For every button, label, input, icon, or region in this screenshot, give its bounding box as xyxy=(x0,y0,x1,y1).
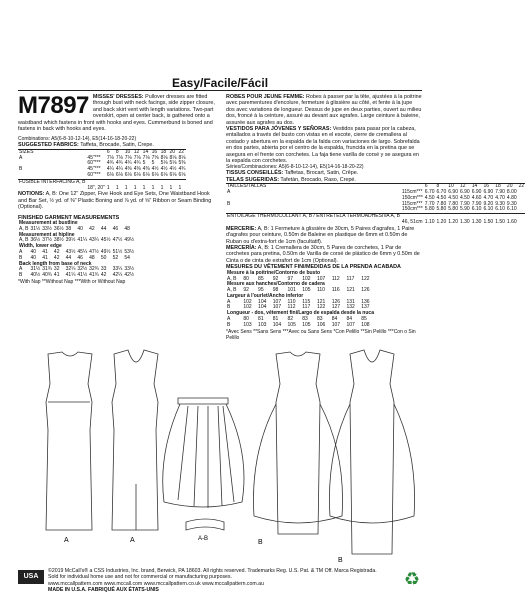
yardage-row: 60"*** 4¾ 4¾ 4¾ 4¾ 5 5 5⅛ 5⅛ 5⅜ xyxy=(87,160,186,167)
measurement-row: Mesure aux hanches/Contorno de cadera xyxy=(227,281,325,288)
measurement-row: A, B 31½ 33½ 36½ 38 40 42 44 46 48 xyxy=(19,225,130,232)
french-yardage-table xyxy=(226,183,525,226)
size-header-row: TAILLES/TALLAS 6 8 10 12 14 16 18 20 22 xyxy=(227,183,525,190)
interfacing-row: 18", 20" 1 1 1 1 1 1 1 1 1 xyxy=(87,184,182,191)
measurement-row: Back length from base of neck xyxy=(19,260,92,267)
french-spanish-column xyxy=(226,94,525,341)
measurement-row: Width, lower edge xyxy=(19,243,62,250)
interfacing-row: 46, 51cm 1.10 1.20 1.20 1.30 1.30 1.50 1.50 1.60 xyxy=(401,219,517,226)
measurement-row: A 80 81 81 82 83 83 84 84 85 xyxy=(227,316,367,323)
tissus-label: TISSUS CONSEILLÉS: xyxy=(226,170,284,177)
measurement-row: A, B 36½ 37½ 38½ 39½ 41¼ 43¼ 45½ 47½ 49½ xyxy=(19,237,135,244)
notions xyxy=(18,191,218,210)
tissus-text: Taffetas, Brocart, Satin, Crêpe. xyxy=(284,170,359,177)
measurement-row: Measurement at hipline xyxy=(19,231,75,238)
yardage-row: 150cm*** 5.80 5.80 5.80 5.90 6.10 6.10 6.10 6.10 xyxy=(401,206,517,213)
copyright-line: ©2019 McCall's® a CSS Industries, Inc. brand, Berwick, PA 18603. All rights reserved. Trademarks Reg. U.S. Pat. & TM Off. Marca Registrada. Sold for individual home use and not for commercial or manufacturing purposes. xyxy=(48,568,377,581)
pattern-number: M7897 xyxy=(18,92,89,119)
french-description xyxy=(226,94,422,126)
label-a-back: A xyxy=(130,537,135,544)
recycle-icon: ♻ xyxy=(403,569,420,589)
garment-illustrations xyxy=(18,344,422,568)
measurement-row: Mesure à la poitrine/Contorno de busto xyxy=(227,269,321,276)
french-measurements-table xyxy=(226,271,375,329)
measurement-row: B 103 103 104 105 105 106 107 107 108 xyxy=(227,321,370,328)
english-title: MISSES' DRESSES: xyxy=(92,94,144,100)
made-in-usa: MADE IN U.S.A. FABRIQUÉ AUX ÉTATS-UNIS xyxy=(48,587,159,594)
yardage-row: 60"*** 6⅛ 6⅛ 6⅛ 6⅛ 6⅛ 6⅛ 6⅛ 6⅛ 6⅛ xyxy=(87,172,186,179)
notions-label: NOTIONS: xyxy=(18,191,45,198)
label-b-front: B xyxy=(258,539,263,546)
measurement-row: B 102 104 107 112 117 122 127 132 137 xyxy=(227,304,370,311)
suggested-fabrics xyxy=(18,142,218,148)
yardage-row: 150cm*** 4.50 4.50 4.50 4.50 4.60 4.70 4.70 4.80 xyxy=(401,194,517,201)
yardage-row: B 115cm*** 7.70 7.80 7.80 7.90 7.90 9.20 9.30 9.30 xyxy=(227,200,517,207)
measurement-row: A, B 92 95 98 101 105 110 116 121 126 xyxy=(227,287,370,294)
size-header-row: SIZES 6 8 10 12 14 16 18 20 22 xyxy=(18,149,186,155)
fabrics-text: Taffeta, Brocade, Satin, Crepe. xyxy=(80,142,154,149)
dress-b-front-sketch xyxy=(276,352,320,534)
dress-a-front-sketch xyxy=(46,352,92,530)
combinations: Combinations: A5(6-8-10-12-14), E5(14-16-18-20-22) xyxy=(18,136,137,143)
english-desc-text: Pullover dresses are fitted through bust with neck facings, side zipper closure, and back skirt vent with length variations. Two-part overskirt, open at center back, is gathered onto a waistband which fastens in front with hooks and eyes. Cummerbund is boned and fastens in back with hooks and eyes. xyxy=(18,94,215,133)
merceria-text: A, B: 1 Cremallera de 30cm, 5 Pares de corchetes, 1 Par de corchetes para pretina, 0.50m de Varilla de corsé de plástico de 6mm y 0.50m de Cinta o de cinta de extrafort de 1cm (Optional). xyxy=(226,245,420,264)
yardage-row: A 45"*** 7⅛ 7⅛ 7⅛ 7⅛ 7⅛ 7⅝ 8⅛ 8⅛ 8⅛ xyxy=(19,154,186,161)
label-b-back: B xyxy=(338,557,343,564)
telas-text: Tafetán, Brocado, Raso, Crepé. xyxy=(280,176,356,183)
measurement-row: B 40½ 40¾ 41 41¼ 41½ 41¾ 42 42¼ 42½ xyxy=(19,272,135,279)
measurement-row: B 40 41 42 44 46 48 50 52 54 xyxy=(19,254,130,261)
measurement-row: Longueur - dos, vêtement fini/Largo de espalda desde la nuca xyxy=(227,310,374,317)
series: Séries/Combinaciones: A5(6-8-10-12-14), E5(14-16-18-20-22) xyxy=(226,164,364,171)
dress-a-back-sketch xyxy=(112,350,158,530)
measurement-row: A 31½ 31¾ 32 32¼ 32½ 32¾ 33 33¼ 33½ xyxy=(19,266,135,273)
english-column xyxy=(18,94,218,285)
usa-badge: USA xyxy=(18,570,44,584)
measurement-row: Largeur à l'ourlet/Ancho inferior xyxy=(227,292,304,299)
notions-text: A, B: One 12" Zipper, Five Hook and Eye Sets, One Waistband Hook and Bar Set, ½ yd. of ⅜" Plastic Boning and ⅞ yd. of ⅝" Ribbon or Seam Binding (Optional). xyxy=(18,191,212,211)
label-cummerbund: A-B xyxy=(198,536,209,542)
label-a-front: A xyxy=(64,537,69,544)
yardage-row: A 115cm*** 6.70 6.70 6.90 6.90 6.90 6.90 7.90 8.00 xyxy=(227,189,517,196)
fgm-heading: FINISHED GARMENT MEASUREMENTS xyxy=(18,214,120,221)
merceria-label: MERCERÍA: xyxy=(226,245,257,252)
french-desc-text: Robes à passer par la tête, ajustées à la poitrine avec parementures d'encolure, fermeture à glissière au côté, et fente à la jupe dos avec variations de longueur. Dessus de jupe en deux parties, ouvert au milieu dos, froncé à la ceinture, assuré au devant aux agrafes. Large ceinture à baleine, assurée aux agrafes au dos. xyxy=(226,94,422,126)
yardage-row: B 45"*** 4¼ 4¼ 4⅜ 4⅜ 4⅜ 4½ 4½ 4½ 4¾ xyxy=(19,166,186,173)
difficulty-label: Easy/Facile/Fácil xyxy=(171,76,269,90)
measurement-row: A 102 104 107 110 115 121 126 131 136 xyxy=(227,298,370,305)
interfacing-header-row: FUSIBLE INTERFACING A, B xyxy=(18,179,186,185)
measurement-row: Measurement at bustline xyxy=(19,220,78,227)
mesures-heading: MESURES DU VÊTEMENT FINI/MEDIDAS DE LA PRENDA ACABADA xyxy=(226,264,401,271)
measurement-row: A, B 80 85 92 97 102 107 112 117 122 xyxy=(227,275,370,282)
spanish-description xyxy=(226,126,422,164)
nap-note: *With Nap **Without Nap ***With or Without Nap xyxy=(18,279,126,286)
english-yardage-table xyxy=(18,149,186,192)
mercerie xyxy=(226,226,422,245)
interfacing-header-row: ENTOILAGE THERMOCOLLANT A, B / ENTRETELA TERMOADHESIVA A, B xyxy=(226,214,525,220)
overskirt-sketch xyxy=(163,404,244,507)
measurement-row: A 40 41 42 43½ 45¼ 47½ 49½ 51½ 53½ xyxy=(19,249,135,256)
english-measurements-table xyxy=(18,221,135,279)
spanish-title: VESTIDOS PARA JÓVENES Y SEÑORAS: xyxy=(226,126,332,133)
nap-note-fr: *Avec Sens **Sans Sens ***Avec ou Sans Sens *Con Pelillo **Sin Pelillo ***Con o Sin Pelillo xyxy=(226,328,416,341)
footer xyxy=(18,568,422,598)
fabrics-label: SUGGESTED FABRICS: xyxy=(18,142,79,149)
french-title: ROBES POUR JEUNE FEMME: xyxy=(226,94,305,100)
divider xyxy=(18,90,422,91)
mercerie-text: A, B: 1 Fermeture à glissière de 30cm, 5 Paires d'agrafes, 1 Paire d'agrafes pour ceinture, 0.50m de Baleine en plastique de 6mm et 0.50m de Ruban ou d'extra-fort de 1cm (facultatif). xyxy=(226,225,415,245)
legal-text xyxy=(48,568,388,594)
merceria xyxy=(226,245,422,264)
telas-label: TELAS SUGERIDAS: xyxy=(226,176,280,183)
waistband-sketch xyxy=(178,398,228,404)
mercerie-label: MERCERIE: xyxy=(226,225,257,232)
websites-line[interactable]: www.mccallpattern.com www.mccall.com www.mccallpattern.co.uk www.mccallpattern.com.au xyxy=(48,580,264,587)
cummerbund-sketch xyxy=(186,519,224,530)
spanish-desc-text: Vestidos para pasar por la cabeza, entallados a través del busto con vistas en el escote, cierre de cremallera al costado y abertura en la espalda de la falda con variaciones de largo. Sobrefalda en dos partes, abierta por el centro de la espalda, fruncida en la pretina que se asegura en el frente con corchetes. La faja tiene varilla de corsé y se asegura en la espalda con corchetes. xyxy=(226,126,420,165)
